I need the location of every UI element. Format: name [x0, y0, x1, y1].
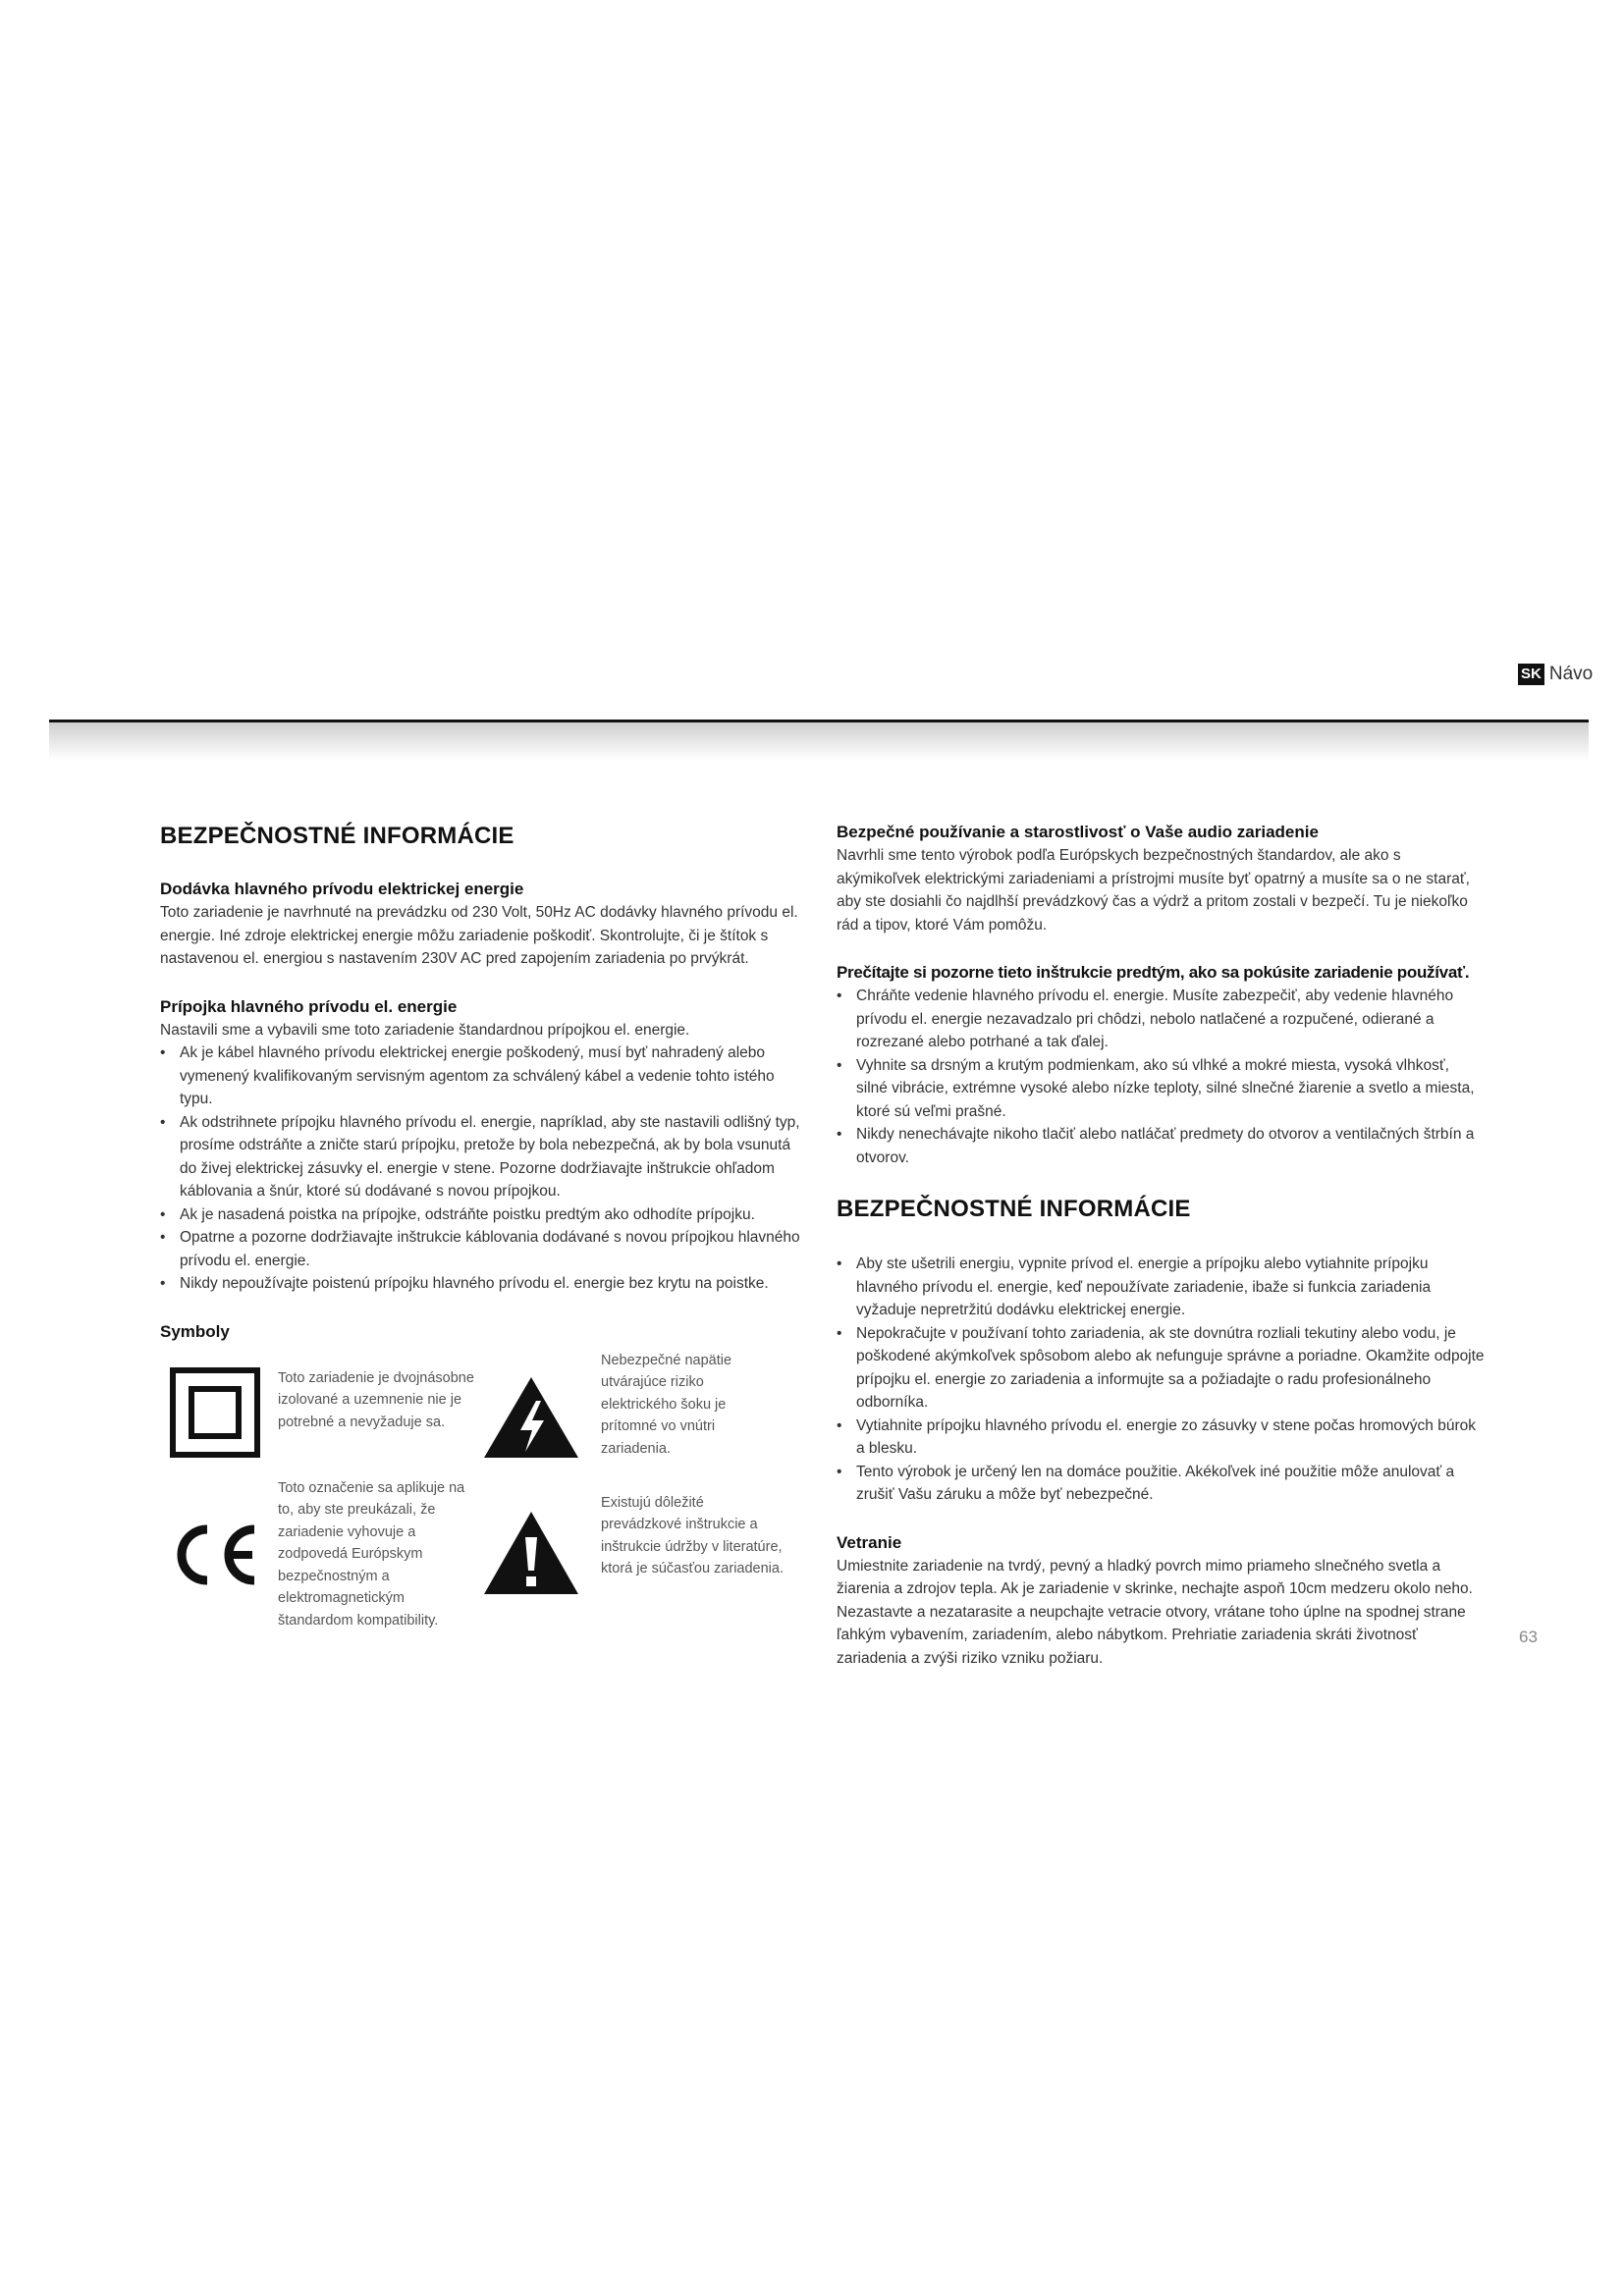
list-item: • Vyhnite sa drsným a krutým podmienkam, ako sú vlhké a mokré miesta, vysoká vlhkosť, silné vibrácie, extrémne vysoké alebo nízke teploty, silné slnečné žiarenie a svetlo a miesta, ktoré sú veľmi prašné. [837, 1054, 1485, 1124]
safety-section [837, 1253, 1485, 1507]
list-item: • Nepokračujte v používaní tohto zariadenia, ak ste dovnútra rozliali tekutiny alebo vodu, je poškodené akýmkoľvek spôsobom alebo ak nefunguje správne a poriadne. Okamžite odpojte prípojku el. energie zo zariadenia a informujte sa a požiadajte o radu profesionálneho odborníka. [837, 1322, 1485, 1415]
supply-heading: Dodávka hlavného prívodu elektrickej energie [160, 880, 524, 898]
plug-section [160, 997, 803, 1296]
section-title: BEZPEČNOSTNÉ INFORMÁCIE [160, 823, 514, 849]
safe-use-text: Navrhli sme tento výrobok podľa Európskych bezpečnostných štandardov, ale ako s akýmikoľvek elektrickými zariadeniami a prístrojmi musíte byť opatrný a musíte sa o ne starať, aby ste dosiahli čo najdlhší prevádzkový čas a výdrž a pritom zostali v bezpečí. Tu je niekoľko rád a tipov, ktoré Vám pomôžu. [837, 847, 1470, 934]
exclamation-warning-icon [482, 1510, 580, 1596]
list-item: • Aby ste ušetrili energiu, vypnite prívod el. energie a prípojku alebo vytiahnite prípojku hlavného prívodu el. energie, keď nepoužívate zariadenie, ibaže si funkcia zariadenia vyžaduje nepretržitú dodávku elektrickej energie. [837, 1253, 1485, 1322]
lightning-warning-text: Nebezpečné napätie utvárajúce riziko elektrického šoku je prítomné vo vnútri zariadenia. [601, 1352, 732, 1457]
ventilation-section [837, 1533, 1485, 1671]
exclamation-warning-text: Existujú dôležité prevádzkové inštrukcie a inštrukcie údržby v literatúre, ktorá je súčasťou zariadenia. [601, 1494, 784, 1576]
list-item: • Nikdy nepoužívajte poistenú prípojku hlavného prívodu el. energie bez krytu na poistke. [160, 1272, 803, 1296]
supply-section [160, 880, 803, 971]
symbols-grid [160, 1350, 803, 1674]
ventilation-heading: Vetranie [837, 1532, 902, 1552]
header-tag [1518, 664, 1593, 685]
read-instructions-list [837, 985, 1485, 1169]
list-item: • Opatrne a pozorne dodržiavajte inštrukcie káblovania dodávané s novou prípojkou hlavného prívodu el. energie. [160, 1226, 803, 1272]
plug-list [160, 1041, 803, 1296]
ce-mark-text: Toto označenie sa aplikuje na to, aby ste preukázali, že zariadenie vyhovuje a zodpovedá Európskym bezpečnostným a elektromagnetickým štandardom kompatibility. [278, 1479, 465, 1629]
header-shadow [49, 722, 1589, 760]
list-item: • Ak odstrihnete prípojku hlavného prívodu el. energie, napríklad, aby ste nastavili odlišný typ, prosíme odstráňte a zničte starú prípojku, pretože by bola nebezpečná, ak by bola vsunutá do živej elektrickej zásuvky el. energie v stene. Pozorne dodržiavajte inštrukcie ohľadom káblovania a šnúr, ktoré sú dodávané s novou prípojkou. [160, 1111, 803, 1203]
right-column [837, 823, 1485, 1696]
read-instructions-section [837, 963, 1485, 1169]
safe-use-section [837, 823, 1485, 936]
double-insulation-icon [170, 1367, 260, 1458]
list-item: • Chráňte vedenie hlavného prívodu el. energie. Musíte zabezpečiť, aby vedenie hlavného prívodu el. energie nezavadzalo pri chôdzi, nebolo natlačené a rozpučené, odierané a rozrezané alebo potrhané a tak ďalej. [837, 985, 1485, 1054]
list-item: • Ak je kábel hlavného prívodu elektrickej energie poškodený, musí byť nahradený alebo vymenený kvalifikovaným servisným agentom za schválený kábel a vedenie tohto istého typu. [160, 1041, 803, 1111]
section-title-2: BEZPEČNOSTNÉ INFORMÁCIE [837, 1196, 1191, 1222]
safe-use-heading: Bezpečné používanie a starostlivosť o Vaše audio zariadenie [837, 823, 1319, 841]
double-insulation-text: Toto zariadenie je dvojnásobne izolované a uzemnenie nie je potrebné a nevyžaduje sa. [278, 1369, 474, 1430]
page-number: 63 [1519, 1628, 1538, 1646]
lightning-warning-icon [482, 1375, 580, 1460]
header-title: Návo [1548, 664, 1594, 684]
ce-mark-icon [168, 1522, 262, 1588]
list-item: • Nikdy nenechávajte nikoho tlačiť alebo natláčať predmety do otvorov a ventilačných štrbín a otvorov. [837, 1123, 1485, 1169]
list-item: • Ak je nasadená poistka na prípojke, odstráňte poistku predtým ako odhodíte prípojku. [160, 1203, 803, 1227]
read-instructions-heading: Prečítajte si pozorne tieto inštrukcie predtým, ako sa pokúsite zariadenie používať. [837, 963, 1470, 982]
language-badge: SK [1518, 664, 1544, 685]
list-item: • Tento výrobok je určený len na domáce použitie. Akékoľvek iné použitie môže anulovať a zrušiť Vašu záruku a môže byť nebezpečné. [837, 1461, 1485, 1507]
plug-heading: Prípojka hlavného prívodu el. energie [160, 996, 458, 1016]
plug-intro: Nastavili sme a vybavili sme toto zariadenie štandardnou prípojkou el. energie. [160, 1021, 690, 1039]
safety-list [837, 1253, 1485, 1507]
list-item: • Vytiahnite prípojku hlavného prívodu el. energie zo zásuvky v stene počas hromových búrok a blesku. [837, 1415, 1485, 1461]
left-column [160, 823, 803, 1674]
symbols-heading: Symboly [160, 1321, 230, 1341]
ventilation-text: Umiestnite zariadenie na tvrdý, pevný a hladký povrch mimo priameho slnečného svetla a žiarenia a zdrojov tepla. Ak je zariadenie v skrinke, nechajte aspoň 10cm medzeru okolo neho. Nezastavte a nezatarasite a neupchajte vetracie otvory, vrátane toho úplne na spodnej strane ľahkým vybavením, zariadením, alebo nábytkom. Prehriatie zariadenia skráti životnosť zariadenia a zvýši riziko vzniku požiaru. [837, 1557, 1473, 1667]
supply-text: Toto zariadenie je navrhnuté na prevádzku od 230 Volt, 50Hz AC dodávky hlavného prívodu el. energie. Iné zdroje elektrickej energie môžu zariadenie poškodiť. Skontrolujte, či je štítok s nastavenou el. energiou s nastavením 230V AC pred zapojením zariadenia po prvýkrát. [160, 904, 798, 967]
